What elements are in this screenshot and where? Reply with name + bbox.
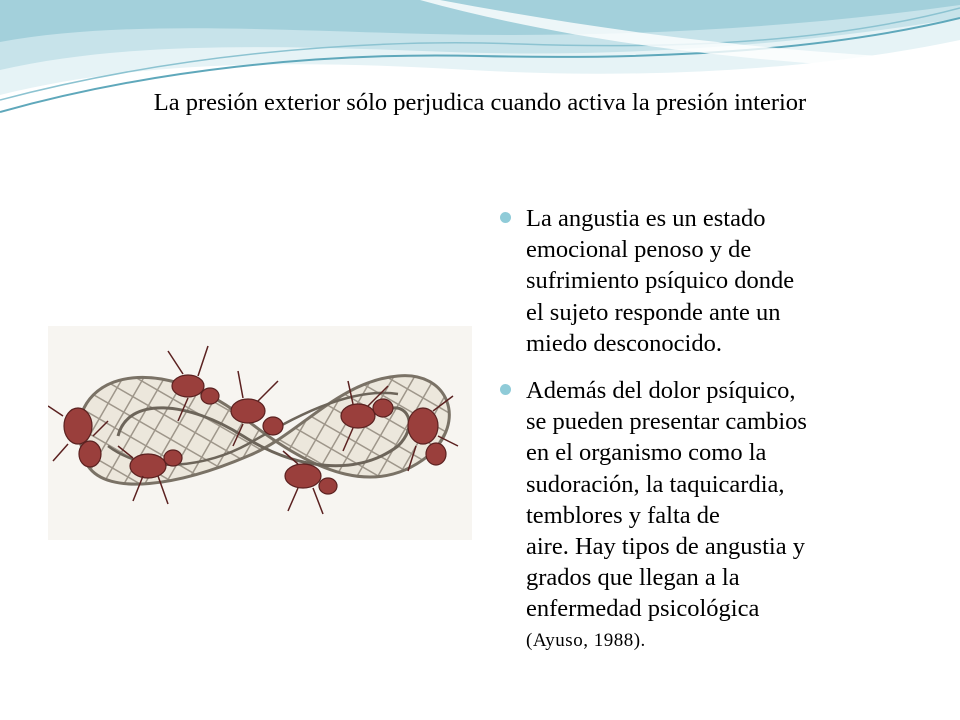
bullet-line: Además del dolor psíquico, [526,377,796,405]
bullet-item-angustia [498,203,918,359]
bullet-dot-icon [500,384,511,395]
citation: (Ayuso, 1988). [526,629,646,651]
bullet-line: temblores y falta de [526,501,720,529]
bullet-line: aire. Hay tipos de angustia y [526,533,805,561]
bullet-line: miedo desconocido. [526,329,722,357]
bullet-line: grados que llegan a la [526,564,740,592]
slide-title: La presión exterior sólo perjudica cuando activa la presión interior [153,89,807,116]
bullet-line: se pueden presentar cambios [526,408,807,436]
bullet-dot-icon [500,212,511,223]
bullet-item-sintomas [498,375,918,656]
bullet-line: sudoración, la taquicardia, [526,470,785,498]
bullet-line: La angustia es un estado [526,205,766,232]
bullet-line: emocional penoso y de [526,236,752,264]
bullet-line: enfermedad psicológica [526,595,760,623]
ants-mobius-image [48,326,472,540]
bullet-list [498,203,918,672]
bullet-line: en el organismo como la [526,439,767,467]
bullet-line: el sujeto responde ante un [526,298,781,326]
bullet-line: sufrimiento psíquico donde [526,267,795,295]
